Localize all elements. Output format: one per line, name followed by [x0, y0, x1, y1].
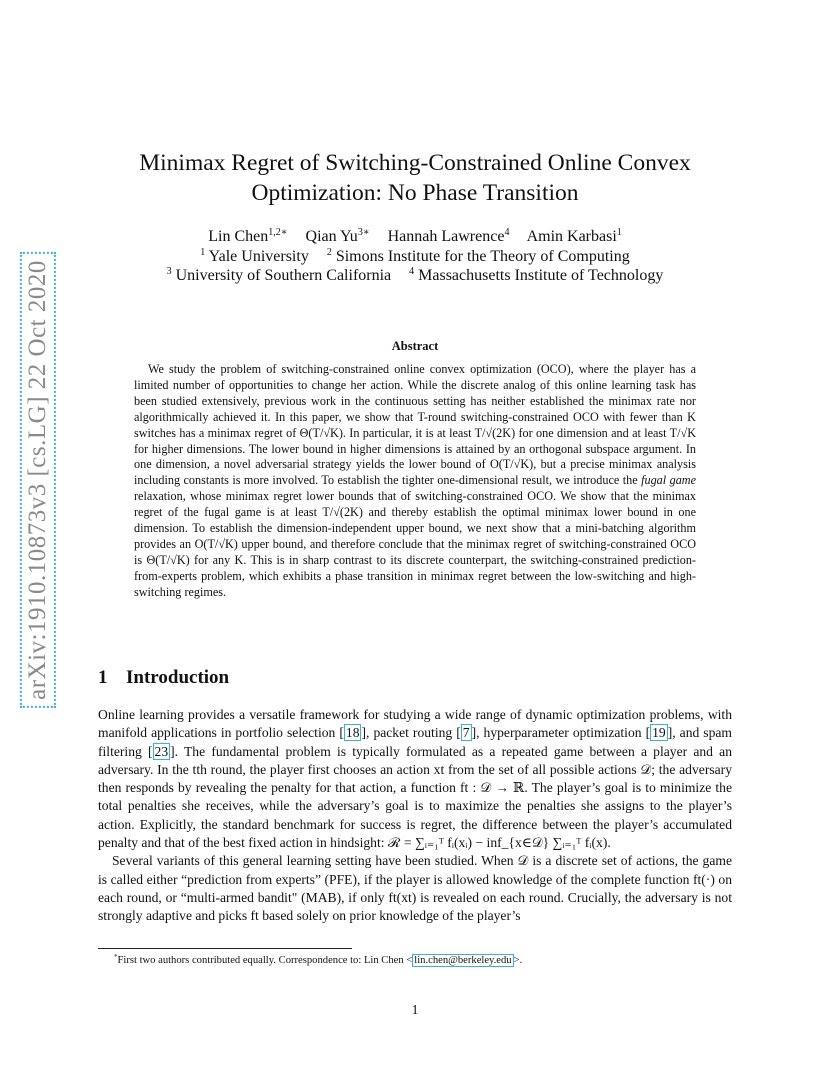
footnote-mark: *: [114, 953, 118, 961]
affiliation-line-2: [98, 266, 732, 286]
citation-link[interactable]: 7: [462, 725, 470, 741]
abstract-text: [134, 362, 696, 601]
affiliation-name: University of Southern California: [175, 267, 392, 284]
section-number: 1: [98, 667, 108, 688]
introduction-body: [98, 706, 732, 926]
affiliation-name: Massachusetts Institute of Technology: [418, 267, 664, 284]
affiliation-mark: 1: [200, 246, 206, 258]
intro-text: , and spam filtering: [98, 725, 733, 759]
intro-text: , hyperparameter optimization: [476, 725, 646, 741]
footnote-text-end: >.: [513, 955, 523, 966]
email-link[interactable]: lin.chen@berkeley.edu: [414, 955, 512, 966]
affiliation-name: Yale University: [208, 247, 309, 265]
arxiv-identifier-stamp[interactable]: [14, 200, 62, 760]
affiliation-name: Simons Institute for the Theory of Computing: [335, 247, 630, 265]
affiliation-mark: 2: [326, 246, 332, 258]
footnote-divider: [98, 948, 352, 949]
affiliation-mark: 3: [166, 266, 172, 277]
citation-link[interactable]: 19: [652, 725, 666, 741]
footnote: [114, 954, 732, 968]
abstract-emphasis: fugal game: [641, 473, 697, 488]
intro-paragraph-1: Online learning provides a versatile framework for studying a wide range of dynamic optimization problems, with manifold applications in portfolio selection [ 18 ], packet routing [ 7 ], hyperparameter optimization [ 19 ], and spam filtering [ 23 ]. The fundamental problem is typically formulated as a repeated game between a player and an adversary. In the tth round, the player first chooses an action xt from the set of all possible actions 𝒟; the adversary then responds by revealing the penalty for that action, a function ft : 𝒟 → ℝ. The player’s goal is to minimize the total penalties she receives, while the adversary’s goal is to maximize the penalties she assigns to the player’s action. Explicitly, the standard benchmark for success is regret, the difference between the player’s accumulated penalty and that of the best fixed action in hindsight: ℛ = ∑ᵢ₌₁ᵀ fᵢ(xᵢ) − inf_{x∈𝒟} ∑ᵢ₌₁ᵀ fᵢ(x).: [98, 707, 733, 851]
author-name: Amin Karbasi: [526, 228, 617, 245]
paper-title: [98, 148, 732, 208]
arxiv-identifier-text[interactable]: arXiv:1910.10873v3 [cs.LG] 22 Oct 2020: [20, 252, 56, 708]
author-name: Qian Yu: [305, 228, 358, 245]
intro-paragraph-2: Several variants of this general learning setting have been studied. When 𝒟 is a discrete set of actions, the game is called either “prediction from experts” (PFE), if the player is allowed knowledge of the complete function ft(·) on each round, or “multi-armed bandit" (MAB), if only ft(xt) is revealed on each round. Crucially, the adversary is not strongly adaptive and picks ft based solely on prior knowledge of the player’s: [98, 853, 732, 924]
author-names: [98, 227, 732, 247]
title-line-2: Optimization: No Phase Transition: [251, 180, 579, 206]
title-line-1: Minimax Regret of Switching-Constrained Online Convex: [139, 150, 691, 176]
page-number: 1: [411, 1002, 419, 1017]
citation-link[interactable]: 23: [154, 743, 169, 759]
author-mark: 1: [616, 227, 622, 238]
author-block: [98, 227, 732, 286]
affiliation-mark: 4: [409, 266, 415, 277]
author-name: Hannah Lawrence: [387, 228, 505, 245]
footnote-text: First two authors contributed equally. Correspondence to: Lin Chen <: [117, 955, 413, 966]
author-mark: 4: [504, 227, 510, 238]
abstract-heading: Abstract: [391, 339, 439, 353]
abstract-text-part-1: We study the problem of switching-constrained online convex optimization (OCO), where the player has a limited number of opportunities to change her action. While the discrete analog of this online learning task has been studied extensively, previous work in the continuous setting has neither established the minimax rate nor algorithmically achieved it. In this paper, we show that T-round switching-constrained OCO with fewer than K switches has a minimax regret of Θ(T/√K). In particular, it is at least T/√(2K) for one dimension and at least T/√K for higher dimensions. The lower bound in higher dimensions is attained by an orthogonal subspace argument. In one dimension, a novel adversarial strategy yields the lower bound of O(T/√K), but a precise minimax analysis including constants is more involved. To establish the tighter one-dimensional result, we introduce the: [134, 362, 696, 488]
author-mark: 3∗: [357, 227, 370, 238]
intro-text: , packet routing: [366, 725, 457, 741]
section-heading: [98, 666, 732, 690]
citation-link[interactable]: 18: [345, 725, 360, 741]
author-name: Lin Chen: [208, 228, 269, 245]
section-title: Introduction: [126, 667, 230, 688]
intro-text: Online learning provides a versatile framework for studying a wide range of dynamic optimization problems, with manifold applications in portfolio selection: [98, 707, 732, 741]
author-mark: 1,2∗: [268, 227, 288, 238]
intro-text: . The fundamental problem is typically formulated as a repeated game between a player and an adversary. In the tth round, the player first chooses an action xt from the set of all possible actions 𝒟; the adversary then responds by revealing the penalty for that action, a function ft : 𝒟 → ℝ. The player’s goal is to minimize the total penalties she receives, while the adversary’s goal is to maximize the penalties she assigns to the player’s action. Explicitly, the standard benchmark for success is regret, the difference between the player’s accumulated penalty and that of the best fixed action in hindsight: ℛ = ∑ᵢ₌₁ᵀ fᵢ(xᵢ) − inf_{x∈𝒟} ∑ᵢ₌₁ᵀ fᵢ(x).: [98, 743, 733, 851]
affiliation-line-1: [98, 247, 732, 267]
abstract-text-part-2: relaxation, whose minimax regret lower bounds that of switching-constrained OCO. We show that the minimax regret of the fugal game is at least T/√(2K) and thereby establish the optimal minimax lower bound in one dimension. To establish the dimension-independent upper bound, we next show that a mini-batching algorithm provides an O(T/√K) upper bound, and therefore conclude that the minimax regret of switching-constrained OCO is Θ(T/√K) for any K. This is in sharp contrast to its discrete counterpart, the switching-constrained prediction-from-experts problem, which exhibits a phase transition in minimax regret between the low-switching and high-switching regimes.: [134, 489, 696, 599]
